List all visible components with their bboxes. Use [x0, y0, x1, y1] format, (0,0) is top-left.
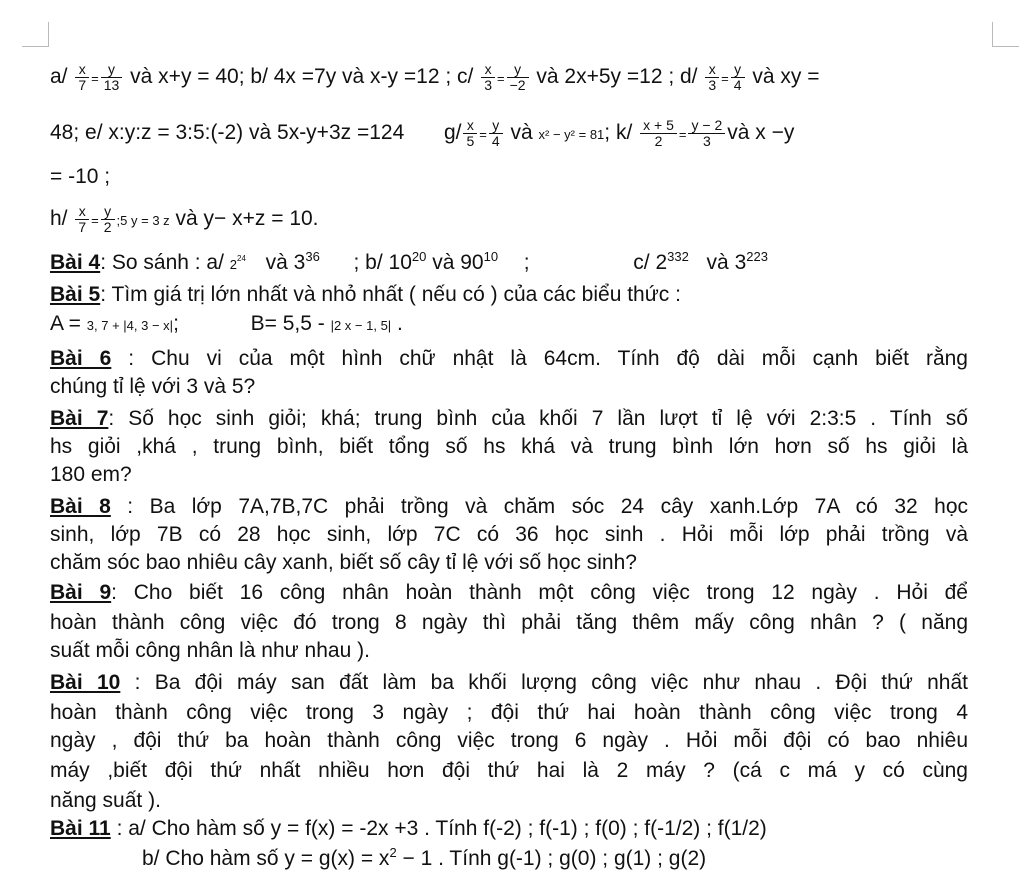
numerator: x [75, 62, 89, 78]
denominator: 7 [78, 219, 87, 235]
fraction [75, 62, 89, 93]
denominator: −2 [509, 77, 526, 93]
denominator: 3 [702, 133, 711, 149]
denominator: 7 [78, 77, 87, 93]
numerator: y [731, 62, 745, 78]
numerator: y − 2 [688, 118, 725, 134]
fraction [463, 118, 477, 149]
numerator: x [75, 204, 89, 220]
fraction [731, 62, 745, 93]
text: và [265, 251, 288, 274]
math-expression: ;5 y = 3 z [116, 213, 170, 229]
exercise-bai-8-line-2: sinh, lớp 7B có 28 học sinh, lớp 7C có 36 học sinh . Hỏi mỗi lớp phải trồng và [50, 523, 968, 546]
exercise-label: Bài 5 [50, 283, 101, 306]
exercise-bai-10-line-4: máy ,biết đội thứ nhất nhiều hơn đội thứ hai là 2 máy ? (cá c má y có cùng [50, 759, 968, 782]
numerator: x [481, 62, 495, 78]
text: : a/ Cho hàm số y = f(x) = -2x +3 . Tính f(-2) ; f(-1) ; f(0) ; f(-1/2) ; f(1/2) [116, 817, 767, 840]
power-base: 2 [655, 251, 668, 274]
text: : Chu vi của một hình chữ nhật là 64cm. Tính độ dài mỗi cạnh biết rằng [128, 347, 968, 370]
numerator: x + 5 [640, 118, 677, 134]
exercise-label: Bài 11 [50, 817, 111, 840]
text: A = [50, 312, 81, 335]
equals: = [479, 127, 487, 143]
fraction [75, 204, 89, 235]
equals: = [497, 71, 505, 87]
text: g/ [443, 121, 462, 145]
exercise-bai-7-line-2: hs giỏi ,khá , trung bình, biết tổng số hs khá và trung bình lớn hơn số hs giỏi là [50, 435, 968, 458]
text: ; [523, 251, 530, 274]
exercise-bai-7-line-3: 180 em? [50, 463, 132, 486]
exercise-label: Bài 6 [50, 347, 112, 370]
exercise-bai-10-line-2: hoàn thành công việc trong 3 ngày ; đội thứ hai hoàn thành công việc trong 4 [50, 701, 968, 724]
power-exponent: 10 [483, 249, 499, 264]
exercise-bai-10-line-5: năng suất ). [50, 789, 161, 812]
text: ; k/ [604, 121, 633, 145]
text: và [510, 121, 533, 145]
exercise-line-4 [50, 204, 319, 235]
denominator: 3 [484, 77, 492, 93]
exercise-bai-9-line-1 [50, 580, 968, 606]
exercise-line-1 [50, 62, 820, 93]
math-expression: 3, 7 + |4, 3 − x| [86, 318, 174, 333]
text: : So sánh : a/ [100, 251, 224, 274]
fraction [481, 62, 495, 93]
text: : Cho biết 16 công nhân hoàn thành một công việc trong 12 ngày . Hỏi để [111, 581, 968, 604]
power-base: 90 [460, 251, 484, 274]
fraction [507, 62, 529, 93]
equals: = [91, 71, 99, 87]
denominator: 13 [103, 77, 120, 93]
exercise-bai-7-line-1 [50, 406, 968, 432]
text: − 1 . Tính g(-1) ; g(0) ; g(1) ; g(2) [396, 847, 707, 870]
exercise-bai-9-line-2: hoàn thành công việc đó trong 8 ngày thì phải tăng thêm mấy công nhân ? ( năng [50, 611, 968, 634]
text: b/ Cho hàm số y = g(x) = x [142, 847, 390, 870]
exercise-bai-6-line-2: chúng tỉ lệ với 3 và 5? [50, 375, 256, 398]
math-expression: |2 x − 1, 5| [330, 318, 392, 333]
fraction [101, 62, 123, 93]
power-exponent: 36 [305, 249, 320, 264]
exercise-line-3: = -10 ; [50, 165, 111, 188]
text: ; b/ [353, 251, 383, 274]
denominator: 2 [103, 219, 112, 235]
exercise-bai-8-line-1 [50, 494, 968, 520]
denominator: 3 [708, 77, 717, 93]
exercise-bai-4 [50, 250, 768, 278]
power-base: 10 [388, 251, 412, 274]
power-base: 3 [734, 251, 747, 274]
text: 48; e/ x:y:z = 3:5:(-2) và 5x-y+3z =124 [50, 121, 405, 145]
text: B= 5,5 - [250, 312, 325, 335]
power-exponent: 24 [237, 254, 246, 263]
fraction [489, 118, 503, 149]
exercise-bai-10-line-3: ngày , đội thứ ba hoàn thành công việc trong 6 ngày . Hỏi mỗi đội có bao nhiêu [50, 729, 968, 752]
fraction [101, 204, 115, 235]
equals: = [678, 127, 687, 143]
exercise-bai-9-line-3: suất mỗi công nhân là như nhau ). [50, 639, 370, 662]
text: : Ba lớp 7A,7B,7C phải trồng và chăm sóc 24 cây xanh.Lớp 7A có 32 học [127, 495, 968, 518]
exercise-bai-11-line-1 [50, 816, 767, 842]
exercise-label: Bài 7 [50, 407, 109, 430]
text: và [706, 251, 729, 274]
numerator: y [489, 118, 503, 134]
page-corner-mark-top-right [992, 22, 1019, 47]
exercise-bai-11-line-2 [142, 846, 706, 872]
power-exponent: 20 [411, 249, 427, 264]
numerator: y [101, 62, 123, 78]
exercise-bai-6-line-1 [50, 346, 968, 372]
text: . [397, 312, 403, 335]
exercise-label: Bài 4 [50, 251, 101, 274]
numerator: y [101, 204, 115, 220]
power-exponent: 332 [667, 249, 689, 264]
page-corner-mark-top-left [22, 22, 49, 47]
exercise-label: Bài 8 [50, 495, 111, 518]
text: và 2x+5y =12 ; d/ [536, 65, 698, 89]
text: h/ [50, 207, 68, 231]
exercise-line-2 [50, 118, 794, 149]
math-expression: x² − y² = 81 [538, 127, 605, 143]
text: và x+y = 40; b/ 4x =7y và x-y =12 ; c/ [130, 65, 474, 89]
power-base: 2 [229, 257, 238, 272]
exercise-label: Bài 10 [50, 671, 121, 694]
power-exponent: 2 [389, 845, 397, 860]
text: và x −y [727, 121, 795, 145]
exercise-bai-5 [50, 282, 681, 308]
fraction [688, 118, 725, 149]
power-base: 3 [293, 251, 306, 274]
numerator: x [463, 118, 477, 134]
denominator: 5 [466, 133, 475, 149]
text: và [432, 251, 455, 274]
exercise-bai-10-line-1 [50, 670, 968, 696]
power-exponent: 223 [746, 249, 768, 264]
text: và xy = [752, 65, 820, 89]
numerator: y [507, 62, 529, 78]
text: c/ [633, 251, 650, 274]
exercise-label: Bài 9 [50, 581, 112, 604]
text: và y− x+z = 10. [175, 207, 319, 231]
equals: = [91, 213, 99, 229]
denominator: 2 [654, 133, 663, 149]
fraction [640, 118, 677, 149]
exercise-bai-5-expressions [50, 311, 403, 339]
text: : Ba đội máy san đất làm ba khối lượng công việc như nhau . Đội thứ nhất [134, 671, 968, 694]
text: ; [173, 312, 179, 335]
denominator: 4 [491, 133, 500, 149]
numerator: x [705, 62, 719, 78]
text: a/ [50, 65, 68, 89]
denominator: 4 [733, 77, 742, 93]
text: : Tìm giá trị lớn nhất và nhỏ nhất ( nếu có ) của các biểu thức : [100, 283, 681, 306]
equals: = [721, 71, 729, 87]
text: : Số học sinh giỏi; khá; trung bình của khối 7 lần lượt tỉ lệ với 2:3:5 . Tính số [108, 407, 968, 430]
exercise-bai-8-line-3: chăm sóc bao nhiêu cây xanh, biết số cây tỉ lệ với số học sinh? [50, 551, 637, 574]
fraction [705, 62, 719, 93]
